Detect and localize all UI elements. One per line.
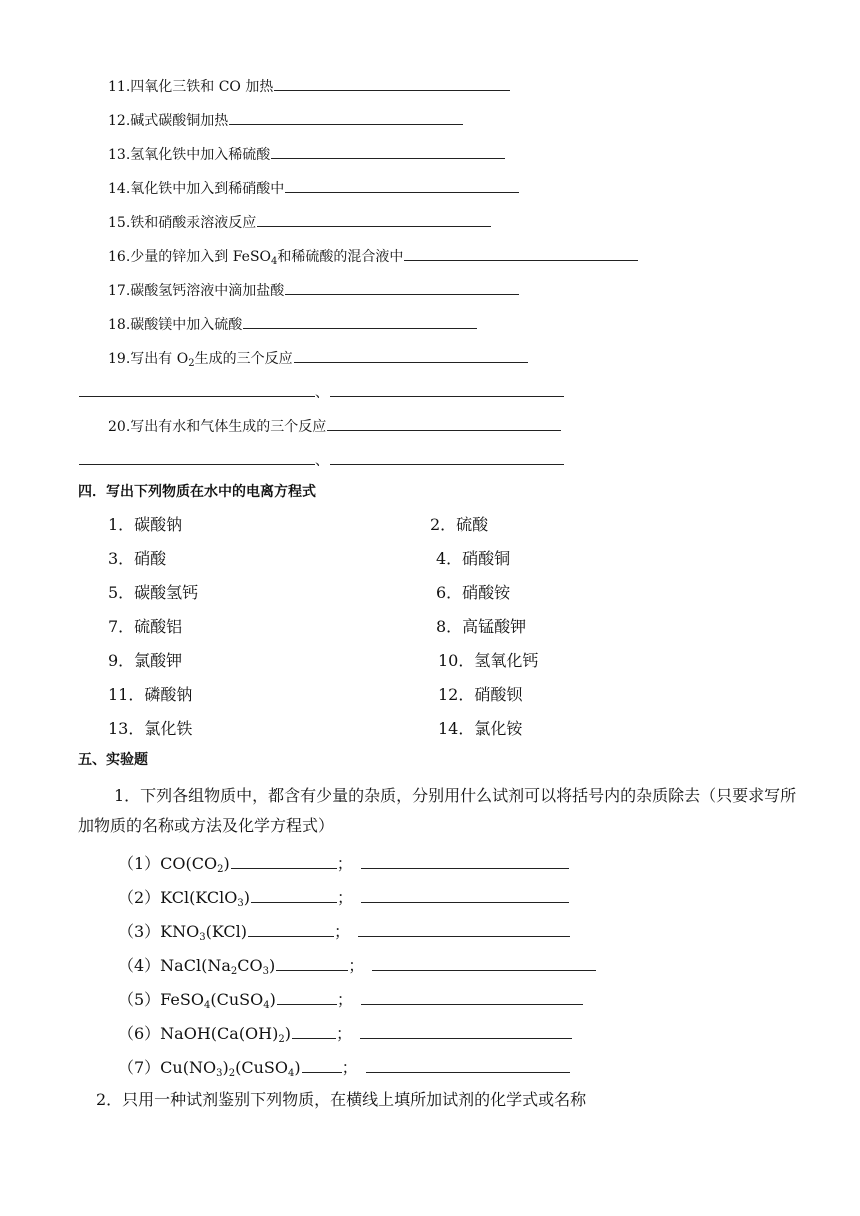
ionization-item: 1．碳酸钠 (108, 515, 183, 534)
reagent-blank[interactable] (248, 920, 334, 937)
answer-blank[interactable] (330, 382, 564, 397)
question-12: 12.碱式碳酸铜加热 (108, 110, 463, 130)
answer-blank[interactable] (294, 348, 528, 363)
question-17: 17.碳酸氢钙溶液中滴加盐酸 (108, 280, 519, 300)
experiment-question-1: 1．下列各组物质中，都含有少量的杂质，分别用什么试剂可以将括号内的杂质除去（只要求写所加物质的名称或方法及化学方程式） (78, 786, 797, 835)
reagent-blank[interactable] (302, 1056, 342, 1073)
ionization-item: 7．硫酸铝 (108, 617, 183, 636)
question-16: 16.少量的锌加入到 FeSO$_4$和稀硫酸的混合液中 (108, 246, 638, 266)
experiment-question-2: 2．只用一种试剂鉴别下列物质，在横线上填所加试剂的化学式或名称 (96, 1090, 587, 1109)
ionization-item: 4．硝酸铜 (436, 549, 511, 568)
equation-blank[interactable] (360, 1022, 572, 1039)
answer-blank[interactable] (79, 450, 315, 465)
question-18: 18.碳酸镁中加入硫酸 (108, 314, 477, 334)
answer-blank[interactable] (285, 280, 519, 295)
ionization-item: 11．磷酸钠 (108, 685, 193, 704)
equation-blank[interactable] (361, 988, 583, 1005)
question-20: 20.写出有水和气体生成的三个反应 (108, 416, 561, 436)
question-20-continuation: 、 (78, 450, 564, 470)
equation-blank[interactable] (361, 886, 569, 903)
question-11: 11.四氧化三铁和 CO 加热 (108, 76, 510, 96)
answer-blank[interactable] (257, 212, 491, 227)
impurity-item-3: $(3)KNO_3(KCl)$ ； (118, 920, 570, 942)
answer-blank[interactable] (274, 76, 510, 91)
question-19-continuation: 、 (78, 382, 564, 402)
section-4-heading: 四．写出下列物质在水中的电离方程式 (78, 484, 316, 500)
reagent-blank[interactable] (231, 852, 337, 869)
impurity-item-6: $(6)NaOH(Ca(OH)_2)$ ； (118, 1022, 572, 1044)
reagent-blank[interactable] (277, 988, 337, 1005)
section-5-heading: 五、实验题 (78, 752, 148, 768)
answer-blank[interactable] (271, 144, 505, 159)
impurity-item-4: $(4)NaCl(Na_2CO_3)$ ； (118, 954, 596, 976)
ionization-item: 10．氢氧化钙 (438, 651, 539, 670)
impurity-item-7: $(7)Cu(NO_3)_2(CuSO_4)$ ； (118, 1056, 570, 1078)
impurity-item-2: （2）KCl(KClO$_3$) ； (118, 886, 569, 908)
answer-blank[interactable] (285, 178, 519, 193)
impurity-item-5: （5）FeSO$_4$(CuSO$_4$) ； (118, 988, 583, 1010)
answer-blank[interactable] (79, 382, 315, 397)
answer-blank[interactable] (330, 450, 564, 465)
impurity-item-1: $(1)CO(CO_2)$ ； (118, 852, 569, 874)
reagent-blank[interactable] (292, 1022, 336, 1039)
equation-blank[interactable] (358, 920, 570, 937)
ionization-item: 2．硫酸 (430, 515, 489, 534)
equation-blank[interactable] (361, 852, 569, 869)
ionization-item: 8．高锰酸钾 (436, 617, 527, 636)
reagent-blank[interactable] (251, 886, 337, 903)
question-15: 15.铁和硝酸汞溶液反应 (108, 212, 491, 232)
reagent-blank[interactable] (276, 954, 348, 971)
question-14: 14.氧化铁中加入到稀硝酸中 (108, 178, 519, 198)
answer-blank[interactable] (229, 110, 463, 125)
question-13: 13.氢氧化铁中加入稀硫酸 (108, 144, 505, 164)
ionization-item: 14．氯化铵 (438, 719, 523, 738)
ionization-item: 12．硝酸钡 (438, 685, 523, 704)
equation-blank[interactable] (372, 954, 596, 971)
ionization-item: 3．硝酸 (108, 549, 167, 568)
question-19: 19.写出有 $O_2$生成的三个反应 (108, 348, 528, 368)
answer-blank[interactable] (243, 314, 477, 329)
answer-blank[interactable] (404, 246, 638, 261)
ionization-item: 13．氯化铁 (108, 719, 193, 738)
ionization-item: 9．氯酸钾 (108, 651, 183, 670)
equation-blank[interactable] (366, 1056, 570, 1073)
ionization-item: 5．碳酸氢钙 (108, 583, 199, 602)
answer-blank[interactable] (327, 416, 561, 431)
ionization-item: 6．硝酸铵 (436, 583, 511, 602)
